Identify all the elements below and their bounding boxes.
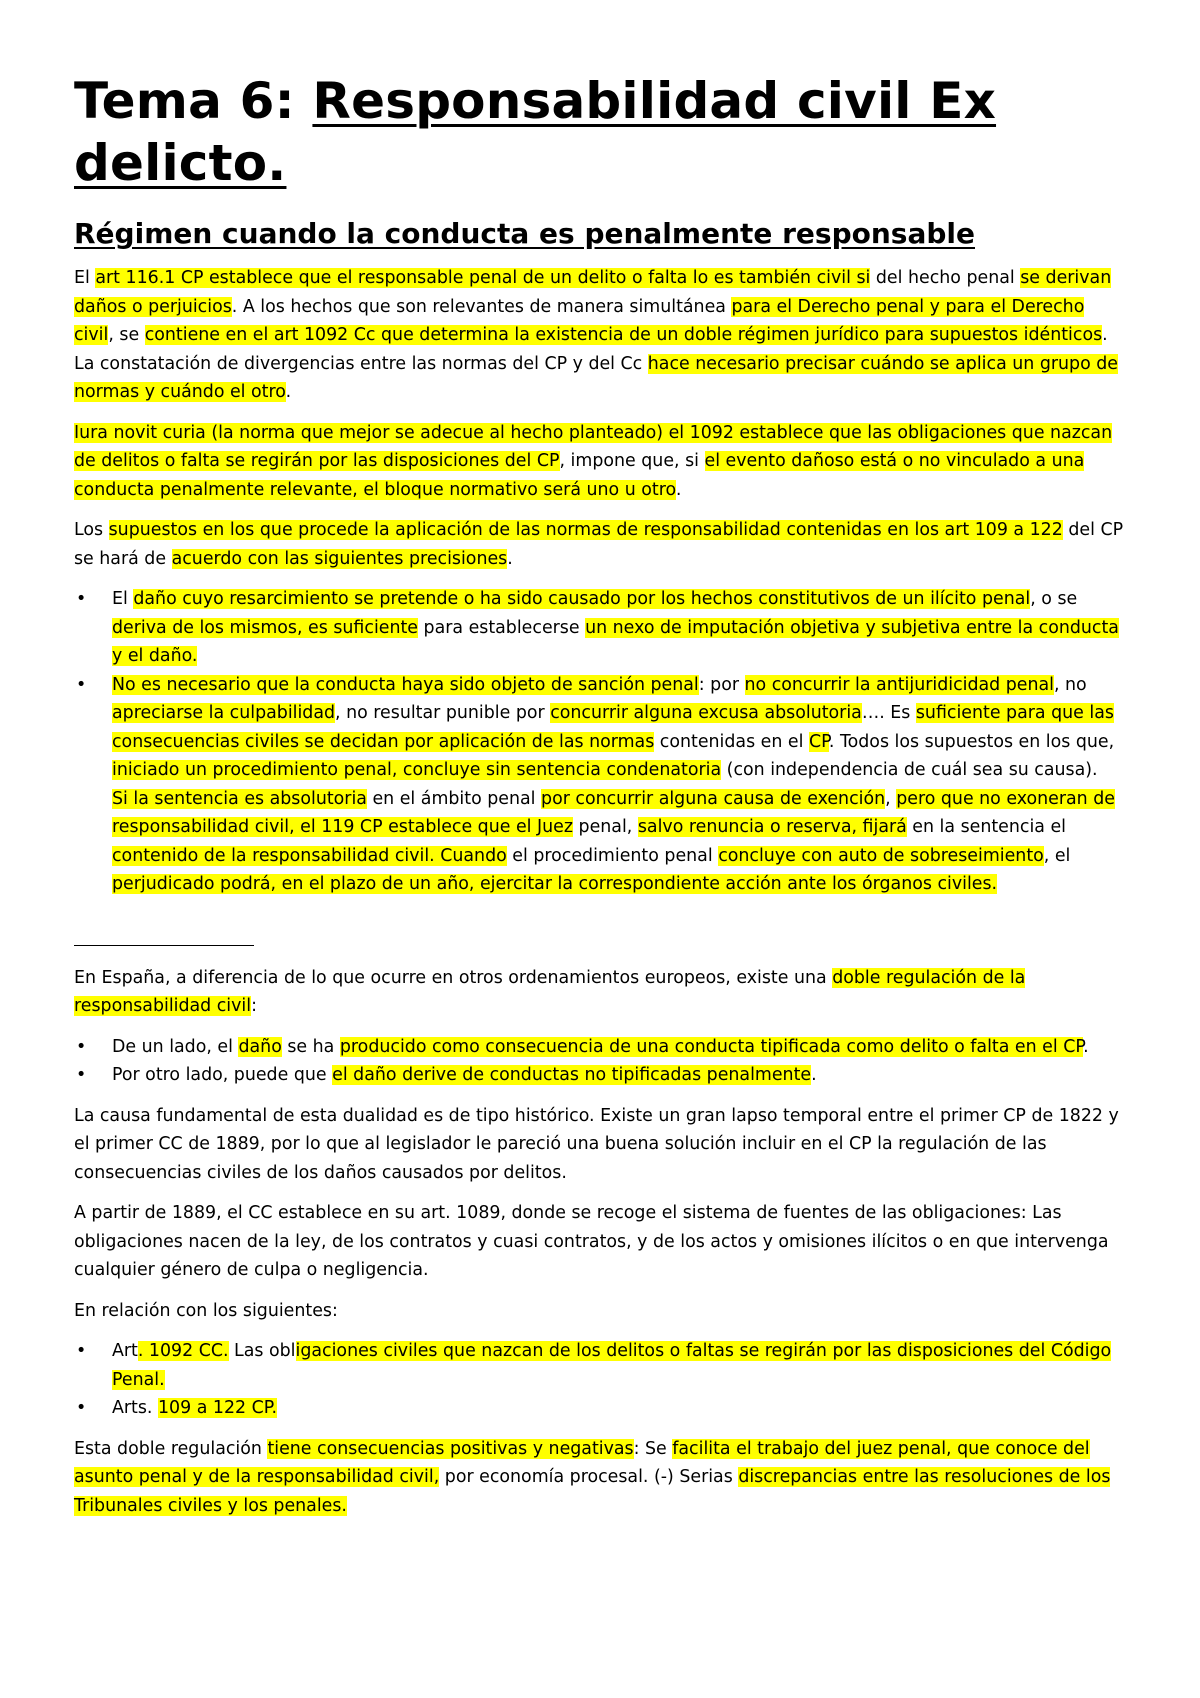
highlighted-text: art 116.1 CP establece que el responsable penal de un delito o falta lo es también civil si [95, 268, 871, 288]
text-run: El [74, 268, 96, 288]
highlighted-text: contenido de la responsabilidad civil. Cuando [112, 845, 507, 866]
text-run: El [112, 589, 134, 609]
paragraph: A partir de 1889, el CC establece en su art. 1089, donde se recoge el sistema de fuentes de las obligaciones: Las obligaciones nacen de la ley, de los contratos y cuasi contratos, y de los actos y omisiones ilícitos o en que intervenga cualquier género de culpa o negligencia. [74, 1203, 1109, 1280]
highlighted-text: producido como consecuencia de una conducta tipificada como delito o falta en el CP [339, 1036, 1084, 1057]
list-item [76, 671, 1126, 899]
highlighted-text: daño [238, 1036, 282, 1057]
paragraph: La causa fundamental de esta dualidad es de tipo histórico. Existe un gran lapso temporal entre el primer CP de 1822 y el primer CC de 1889, por lo que al legislador le pareció una buena solución incluir en el CP la regulación de las consecuencias civiles de los daños causados por delitos. [74, 1105, 1119, 1183]
text-run: : [251, 996, 257, 1016]
text-run: en el ámbito penal [366, 788, 542, 809]
text-run: , no resultar punible por [335, 703, 551, 723]
text-run: Las obl [228, 1341, 296, 1361]
text-run: , o se [1030, 589, 1078, 609]
highlighted-text: el evento dañoso está o no vinculado a una conducta penalmente relevante, el bloque normativo será uno u otro [74, 451, 1085, 500]
highlighted-text: CP [808, 731, 829, 752]
highlighted-text: perjudicado podrá, en el plazo de un año, ejercitar la correspondiente acción ante los órganos civiles. [112, 874, 998, 894]
paragraph [74, 964, 1126, 1021]
paragraph [74, 1435, 1126, 1521]
text-run: : Se [633, 1438, 673, 1459]
text-run: Por otro lado, puede que [112, 1065, 333, 1085]
highlighted-text: concurrir alguna excusa absolutoria [550, 703, 862, 723]
text-run: En España, a diferencia de lo que ocurre en otros ordenamientos europeos, existe una [74, 967, 833, 988]
document-title [74, 70, 1126, 194]
highlighted-text: se derivan daños o perjuicios [74, 268, 1112, 317]
text-run: , el [1043, 845, 1071, 866]
text-run: Los [74, 520, 109, 540]
highlighted-text: que nazcan de delitos o falta se regirán por las disposiciones del CP [74, 422, 1113, 471]
highlighted-text: discrepancias entre las resoluciones de los Tribunales civiles y los penales. [74, 1467, 1111, 1516]
text-run: Art [112, 1341, 138, 1361]
highlighted-text: Si la sentencia es absolutoria [112, 788, 367, 809]
list-item [76, 1394, 1126, 1423]
text-run: por economía procesal. (-) Serias [439, 1467, 739, 1487]
list-item [76, 1061, 1126, 1090]
text-run: , impone que, si [559, 451, 705, 471]
text-run: . Todos los supuestos en los que, [828, 731, 1115, 752]
highlighted-text: el daño derive de conductas no tipificadas penalmente [332, 1065, 812, 1085]
highlighted-text: iniciado un procedimiento penal, concluye sin sentencia condenatoria [112, 760, 722, 780]
separator-line [74, 945, 254, 946]
highlighted-text: 109 a 122 CP. [157, 1398, 278, 1418]
highlighted-text: que determina la existencia de un doble régimen jurídico para supuestos idénticos [375, 325, 1103, 345]
text-run: del CP se hará de [74, 520, 1124, 569]
text-run: . [285, 382, 292, 402]
highlighted-text: pero que no exoneran de responsabilidad civil, el 119 CP establece que el Juez [112, 788, 1115, 837]
bullet-list [74, 1337, 1126, 1423]
section-heading: Régimen cuando la conducta es penalmente responsable [74, 217, 975, 250]
list-item-continuation [112, 789, 1115, 895]
text-run: . [1083, 1036, 1089, 1057]
highlighted-text: no concurrir la antijuridicidad penal [744, 674, 1054, 695]
text-run: Arts. [112, 1398, 158, 1418]
highlighted-text: concluye con auto de sobreseimiento [718, 845, 1044, 866]
text-run: del hecho penal [870, 268, 1021, 288]
highlighted-text: por concurrir alguna causa de exención [541, 788, 886, 809]
text-run: penal, [573, 817, 638, 837]
highlighted-text: contiene en el art 1092 Cc [144, 325, 376, 345]
title-underlined: Responsabilidad civil Ex delicto. [74, 72, 997, 192]
text-run: …. Es [861, 703, 916, 723]
text-run: , no [1053, 674, 1087, 695]
paragraph: En relación con los siguientes: [74, 1300, 338, 1321]
text-run: , se [108, 325, 145, 345]
highlighted-text: salvo renuncia o reserva, fijará [637, 817, 907, 837]
text-run: (con independencia de cuál sea su causa). [721, 760, 1098, 780]
highlighted-text: igaciones civiles que nazcan de los delitos o faltas se regirán por las disposiciones del Código Penal. [112, 1341, 1112, 1390]
highlighted-text: deriva de los mismos, es suficiente [112, 617, 419, 638]
text-run: el procedimiento penal [506, 845, 719, 866]
text-run: . A los hechos que son relevantes de manera simultánea [231, 296, 732, 317]
highlighted-text: . 1092 CC. [137, 1341, 229, 1361]
text-run: . [507, 548, 513, 569]
title-prefix: Tema 6: [74, 72, 313, 130]
highlighted-text: para el Derecho penal y para el Derecho civil [74, 296, 1085, 345]
highlighted-text: doble regulación de la responsabilidad civil [74, 967, 1026, 1016]
text-run: . La constatación de divergencias entre las normas del CP y del Cc [74, 325, 1108, 374]
bullet-list [74, 1033, 1126, 1090]
highlighted-text: acuerdo con las siguientes precisiones [171, 548, 508, 569]
paragraph [74, 516, 1126, 573]
list-item [76, 1033, 1126, 1062]
text-run: : por [698, 674, 745, 695]
highlighted-text: daño cuyo resarcimiento se pretende o ha sido causado por los hechos constitutivos de un ilícito penal [133, 589, 1031, 609]
list-item [76, 1337, 1126, 1394]
bullet-icon: • [76, 589, 87, 609]
highlighted-text: hace necesario precisar cuándo se aplica un grupo de normas y cuándo el otro [74, 353, 1118, 402]
text-run: contenidas en el [654, 731, 809, 752]
bullet-icon: • [76, 1341, 87, 1361]
text-run: para establecerse [418, 617, 586, 638]
paragraph [74, 419, 1126, 505]
highlighted-text: tiene consecuencias positivas y negativas [267, 1438, 634, 1459]
text-run: . [811, 1065, 817, 1085]
text-run: se ha [281, 1036, 340, 1057]
highlighted-text: supuestos en los que procede la aplicación de las normas de responsabilidad contenidas en los art 109 a 122 [108, 520, 1063, 540]
highlighted-text: suficiente para que las consecuencias civiles se decidan por aplicación de las normas [112, 703, 1114, 752]
bullet-icon: • [76, 1398, 87, 1418]
highlighted-text: facilita el trabajo del juez penal, que conoce del asunto penal y de la responsabilidad civil, [74, 1438, 1090, 1487]
highlighted-text: Iura novit curia (la norma que mejor se adecue al hecho planteado) el 1092 establece que las obligaciones [74, 422, 1007, 443]
bullet-icon: • [76, 1036, 87, 1057]
highlighted-text: No es necesario que la conducta haya sido objeto de sanción penal [112, 674, 699, 695]
bullet-list [74, 585, 1126, 899]
bullet-icon: • [76, 674, 87, 695]
text-run: Esta doble regulación [74, 1438, 268, 1459]
text-run: . [675, 479, 682, 500]
highlighted-text: un nexo de imputación objetiva y subjetiva entre la conducta y el daño. [112, 617, 1119, 666]
text-run: , [885, 788, 897, 809]
highlighted-text: apreciarse la culpabilidad [112, 703, 336, 723]
text-run: en la sentencia el [906, 817, 1067, 837]
list-item [76, 585, 1126, 671]
paragraph [74, 264, 1126, 407]
text-run: De un lado, el [112, 1036, 239, 1057]
bullet-icon: • [76, 1065, 87, 1085]
